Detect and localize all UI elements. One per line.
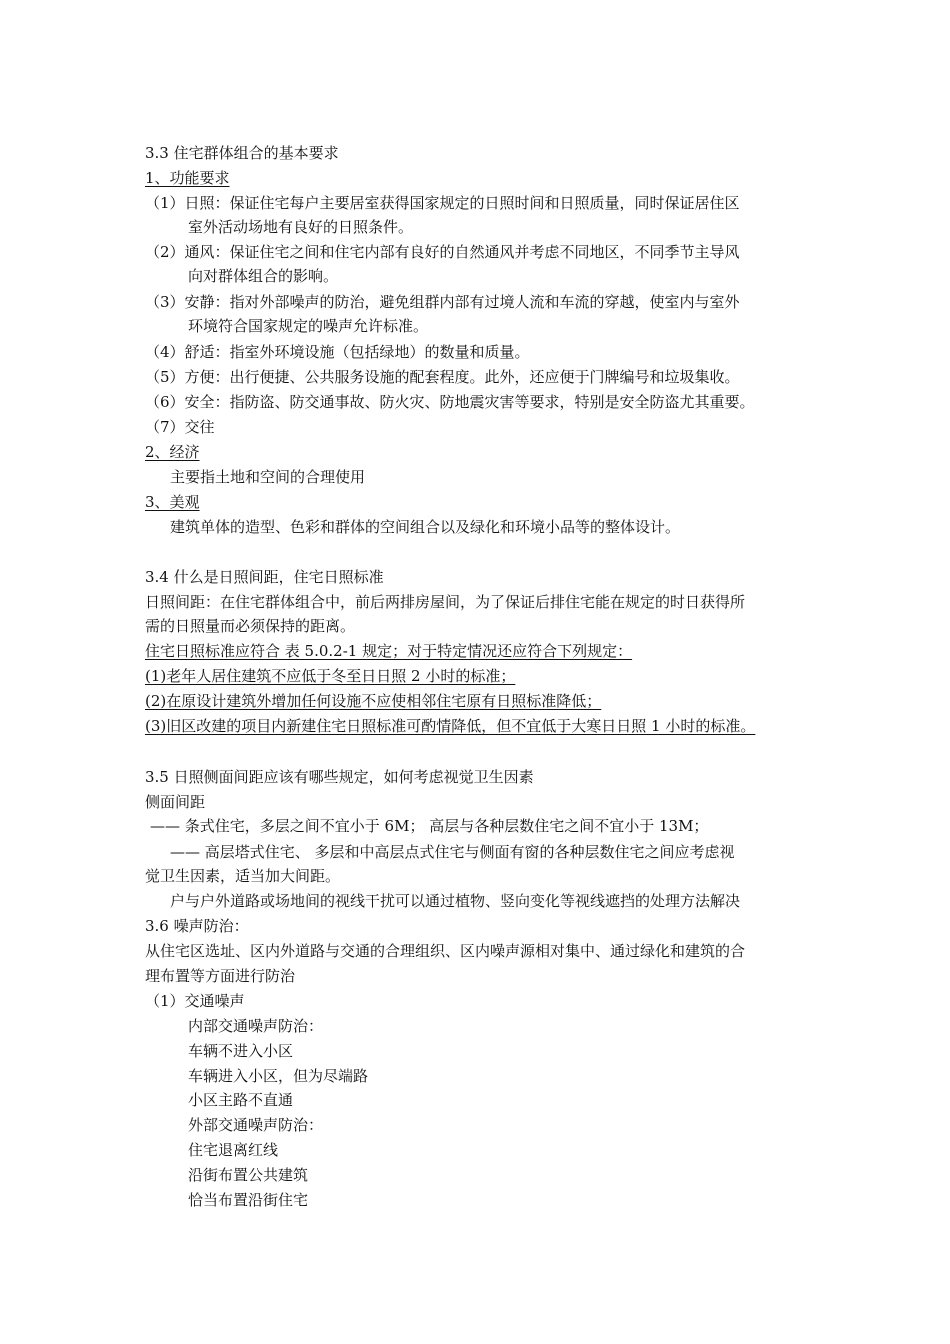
list-item-continuation: 室外活动场地有良好的日照条件。 — [188, 218, 414, 236]
list-item-continuation: 向对群体组合的影响。 — [188, 267, 339, 285]
paragraph: 户与户外道路或场地间的视线干扰可以通过植物、竖向变化等视线遮挡的处理方法解决 — [170, 892, 741, 910]
list-item: （6）安全：指防盗、防交通事故、防火灾、防地震灾害等要求，特别是安全防盗尤其重要。 — [145, 393, 755, 411]
list-item: （4）舒适：指室外环境设施（包括绿地）的数量和质量。 — [145, 343, 530, 361]
subsection-title: （1）交通噪声 — [145, 992, 245, 1010]
paragraph: 日照间距：在住宅群体组合中，前后两排房屋间，为了保证后排住宅能在规定的时日获得所 — [145, 593, 746, 611]
subsection-title: 3、美观 — [145, 493, 200, 511]
section-heading: 3.3 住宅群体组合的基本要求 — [145, 144, 339, 162]
list-item: （3）安静：指对外部噪声的防治，避免组群内部有过境人流和车流的穿越，使室内与室外 — [145, 293, 740, 311]
list-item: （1）日照：保证住宅每户主要居室获得国家规定的日照时间和日照质量，同时保证居住区 — [145, 194, 740, 212]
list-title: 外部交通噪声防治： — [188, 1116, 324, 1134]
list-item: 住宅退离红线 — [188, 1141, 279, 1159]
list-item: (3)旧区改建的项目内新建住宅日照标准可酌情降低，但不宜低于大寒日日照 1 小时的标准。 — [145, 717, 756, 735]
paragraph: 住宅日照标准应符合 表 5.0.2-1 规定；对于特定情况还应符合下列规定： — [145, 642, 633, 660]
section-heading: 3.5 日照侧面间距应该有哪些规定，如何考虑视觉卫生因素 — [145, 768, 534, 786]
section-heading: 3.4 什么是日照间距，住宅日照标准 — [145, 568, 384, 586]
paragraph: 觉卫生因素，适当加大间距。 — [145, 867, 341, 885]
paragraph: —— 条式住宅，多层之间不宜小于 6M； 高层与各种层数住宅之间不宜小于 13M； — [150, 817, 709, 835]
paragraph: 从住宅区选址、区内外道路与交通的合理组织、区内噪声源相对集中、通过绿化和建筑的合 — [145, 942, 746, 960]
list-item: 沿街布置公共建筑 — [188, 1166, 309, 1184]
subsection-title: 2、经济 — [145, 443, 200, 461]
list-item: （7）交往 — [145, 418, 215, 436]
paragraph: 建筑单体的造型、色彩和群体的空间组合以及绿化和环境小品等的整体设计。 — [170, 518, 681, 536]
list-item: （2）通风：保证住宅之间和住宅内部有良好的自然通风并考虑不同地区，不同季节主导风 — [145, 243, 740, 261]
subsection-title: 1、功能要求 — [145, 169, 230, 187]
list-item: 车辆不进入小区 — [188, 1042, 294, 1060]
paragraph: 需的日照量而必须保持的距离。 — [145, 617, 356, 635]
list-item: 车辆进入小区，但为尽端路 — [188, 1067, 369, 1085]
subsection-title: 侧面间距 — [145, 793, 206, 811]
list-item: 恰当布置沿街住宅 — [188, 1191, 309, 1209]
section-heading: 3.6 噪声防治： — [145, 917, 249, 935]
list-item: 小区主路不直通 — [188, 1091, 294, 1109]
paragraph: 主要指土地和空间的合理使用 — [170, 468, 366, 486]
list-item: (2)在原设计建筑外增加任何设施不应使相邻住宅原有日照标准降低； — [145, 692, 602, 710]
list-title: 内部交通噪声防治： — [188, 1017, 324, 1035]
list-item: （5）方便：出行便捷、公共服务设施的配套程度。此外，还应便于门牌编号和垃圾集收。 — [145, 368, 740, 386]
list-item: (1)老年人居住建筑不应低于冬至日日照 2 小时的标准； — [145, 667, 516, 685]
paragraph: 理布置等方面进行防治 — [145, 967, 296, 985]
list-item-continuation: 环境符合国家规定的噪声允许标准。 — [188, 317, 429, 335]
paragraph: —— 高层塔式住宅、 多层和中高层点式住宅与侧面有窗的各种层数住宅之间应考虑视 — [170, 843, 735, 861]
